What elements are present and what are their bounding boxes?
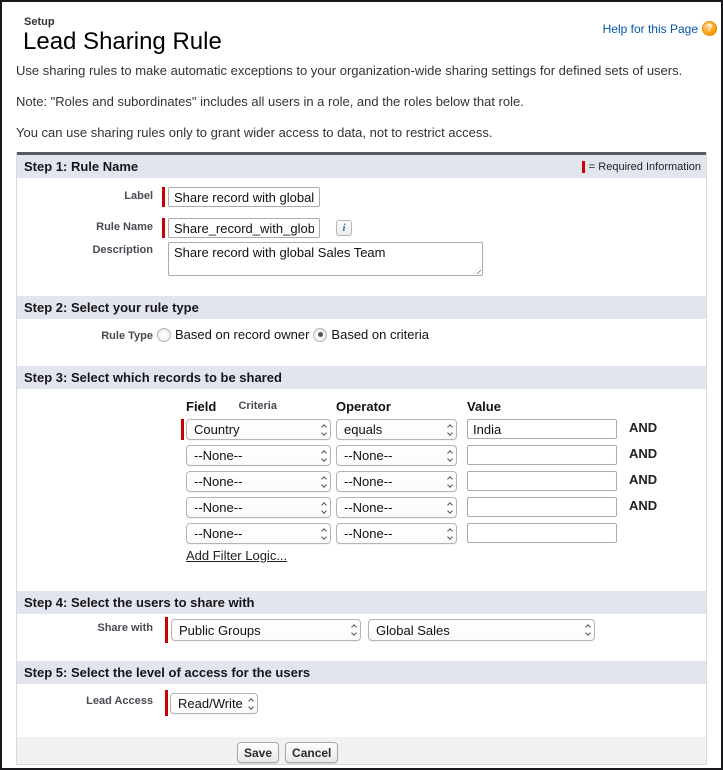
criteria-field-select-4[interactable] <box>186 497 331 518</box>
label-input[interactable] <box>168 187 320 207</box>
required-indicator <box>165 617 168 643</box>
radio-based-on-record-owner[interactable] <box>157 328 171 342</box>
criteria-field-select-2[interactable] <box>186 445 331 466</box>
step4-header <box>17 591 706 614</box>
criteria-operator-select-4[interactable] <box>336 497 457 518</box>
criteria-operator-value-4: --None-- <box>344 500 393 515</box>
step3-title: Step 3: Select which records to be shared <box>24 370 282 385</box>
help-question-icon[interactable]: ? <box>702 21 717 36</box>
step5-header <box>17 661 706 684</box>
step3-header <box>17 366 706 389</box>
share-with-label: Share with <box>97 622 153 634</box>
share-with-group-select[interactable] <box>368 619 595 641</box>
criteria-field-value-4: --None-- <box>194 500 243 515</box>
step4-title: Step 4: Select the users to share with <box>24 595 255 610</box>
save-button[interactable]: Save <box>237 742 279 763</box>
and-label-2: AND <box>629 446 658 461</box>
radio-label-owner: Based on record owner <box>175 327 310 342</box>
help-link[interactable]: Help for this Page <box>602 21 698 36</box>
chevron-up-down-icon <box>352 625 356 635</box>
lead-access-value: Read/Write <box>178 696 243 711</box>
criteria-operator-value-3: --None-- <box>344 474 393 489</box>
footer-buttons <box>237 742 338 763</box>
criteria-value-input-4[interactable] <box>467 497 617 517</box>
chevron-up-down-icon <box>249 699 253 709</box>
chevron-up-down-icon <box>322 503 326 513</box>
and-label-4: AND <box>629 498 658 513</box>
criteria-value-input-1[interactable] <box>467 419 617 439</box>
criteria-operator-select-1[interactable] <box>336 419 457 440</box>
share-with-type-value: Public Groups <box>179 622 261 638</box>
required-indicator <box>181 419 184 440</box>
required-indicator-icon <box>582 161 585 173</box>
page-title: Lead Sharing Rule <box>23 28 222 55</box>
chevron-up-down-icon <box>448 425 452 435</box>
chevron-up-down-icon <box>322 425 326 435</box>
label-field-label: Label <box>124 190 153 202</box>
chevron-up-down-icon <box>322 529 326 539</box>
info-icon[interactable]: i <box>336 220 352 236</box>
chevron-up-down-icon <box>448 477 452 487</box>
column-header-operator: Operator <box>336 399 391 414</box>
chevron-up-down-icon <box>586 625 590 635</box>
criteria-operator-value-2: --None-- <box>344 448 393 463</box>
criteria-field-value-1: Country <box>194 422 240 437</box>
criteria-field-value-2: --None-- <box>194 448 243 463</box>
criteria-operator-select-3[interactable] <box>336 471 457 492</box>
criteria-field-select-5[interactable] <box>186 523 331 544</box>
description-textarea[interactable] <box>168 242 483 276</box>
chevron-up-down-icon <box>448 529 452 539</box>
criteria-field-select-3[interactable] <box>186 471 331 492</box>
lead-access-label: Lead Access <box>86 695 153 707</box>
intro-text-3: You can use sharing rules only to grant wider access to data, not to restrict access. <box>16 125 493 140</box>
cancel-button[interactable]: Cancel <box>285 742 338 763</box>
radio-based-on-criteria[interactable] <box>313 328 327 342</box>
footer-bar <box>17 737 706 764</box>
and-label-1: AND <box>629 420 658 435</box>
step2-title: Step 2: Select your rule type <box>24 300 199 315</box>
radio-label-criteria: Based on criteria <box>331 327 429 342</box>
add-filter-logic-link[interactable]: Add Filter Logic... <box>186 548 288 563</box>
criteria-value-input-3[interactable] <box>467 471 617 491</box>
step1-header <box>17 155 706 178</box>
criteria-operator-value-1: equals <box>344 422 383 437</box>
required-indicator <box>165 690 168 716</box>
required-legend-text: = Required Information <box>588 160 701 173</box>
column-header-value: Value <box>467 399 501 414</box>
chevron-up-down-icon <box>448 503 452 513</box>
description-field-label: Description <box>92 244 153 256</box>
setup-breadcrumb: Setup <box>24 16 55 28</box>
required-indicator <box>162 187 165 207</box>
required-indicator <box>162 218 165 238</box>
sharing-rule-form <box>16 152 707 765</box>
criteria-operator-value-5: --None-- <box>344 526 393 541</box>
and-label-3: AND <box>629 472 658 487</box>
intro-text-2: Note: "Roles and subordinates" includes all users in a role, and the roles below that role. <box>16 94 524 109</box>
criteria-field-value-5: --None-- <box>194 526 243 541</box>
lead-access-select[interactable] <box>170 693 258 714</box>
rule-type-options <box>157 327 429 342</box>
criteria-field-value-3: --None-- <box>194 474 243 489</box>
rule-type-label: Rule Type <box>101 330 153 342</box>
help-for-this-page[interactable] <box>603 21 717 36</box>
criteria-field-select-1[interactable] <box>186 419 331 440</box>
criteria-value-input-2[interactable] <box>467 445 617 465</box>
criteria-operator-select-2[interactable] <box>336 445 457 466</box>
chevron-up-down-icon <box>322 477 326 487</box>
rule-name-field-label: Rule Name <box>96 221 153 233</box>
chevron-up-down-icon <box>448 451 452 461</box>
criteria-operator-select-5[interactable] <box>336 523 457 544</box>
chevron-up-down-icon <box>322 451 326 461</box>
share-with-type-select[interactable] <box>171 619 361 641</box>
rule-name-input[interactable] <box>168 218 320 238</box>
step2-header <box>17 296 706 319</box>
criteria-value-input-5[interactable] <box>467 523 617 543</box>
step5-title: Step 5: Select the level of access for the users <box>24 665 311 680</box>
share-with-group-value: Global Sales <box>376 622 450 638</box>
criteria-label: Criteria <box>238 400 277 412</box>
intro-text-1: Use sharing rules to make automatic exceptions to your organization-wide sharing settings for defined sets of users. <box>16 63 683 78</box>
step1-title: Step 1: Rule Name <box>24 159 139 174</box>
required-legend <box>582 155 701 178</box>
column-header-field: Field <box>186 399 217 414</box>
